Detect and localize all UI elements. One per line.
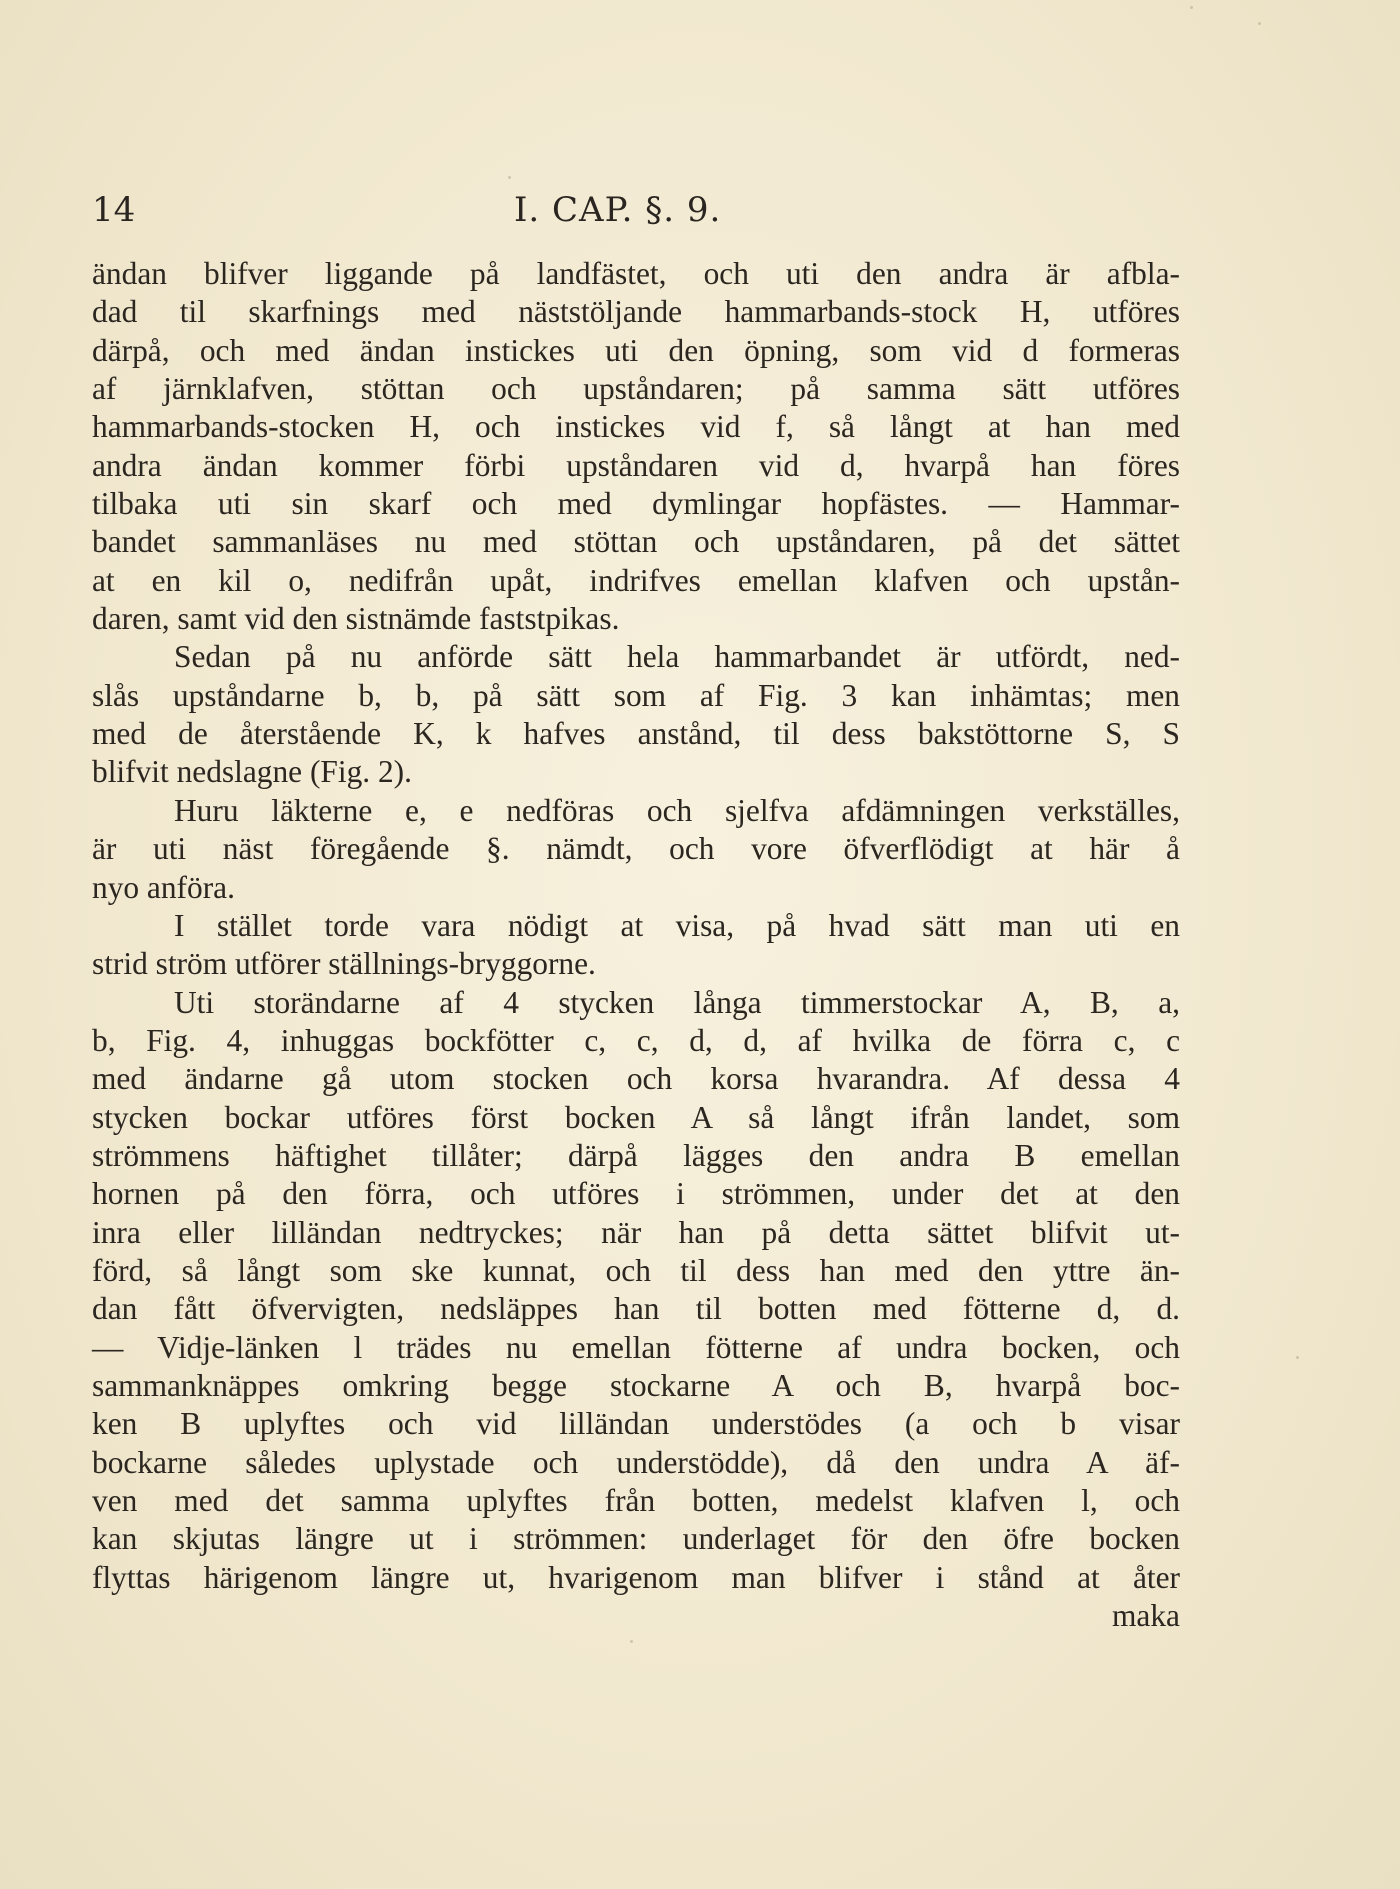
- text-line: Huru läkterne e, e nedföras och sjelfva afdämningen verkställes,: [174, 792, 1180, 828]
- text-line: stycken bockar utföres först bocken A så långt ifrån landet, som: [92, 1099, 1180, 1135]
- text-line: at en kil o, nedifrån upåt, indrifves emellan klafven och upstån-: [92, 562, 1180, 598]
- text-line: ken B uplyftes och vid lilländan understödes (a och b visar: [92, 1406, 1180, 1442]
- text-line: därpå, och med ändan instickes uti den öpning, som vid d formeras: [92, 332, 1180, 368]
- page-header: [92, 190, 1180, 240]
- text-line: nyo anföra.: [92, 869, 235, 905]
- page-number: 14: [92, 190, 136, 230]
- text-line: hornen på den förra, och utföres i strömmen, under det at den: [92, 1176, 1180, 1212]
- chapter-heading: I. CAP. §. 9.: [514, 190, 722, 230]
- text-line: ven med det samma uplyftes från botten, medelst klafven l, och: [92, 1483, 1180, 1518]
- text-line: I stället torde vara nödigt at visa, på hvad sätt man uti en: [174, 907, 1180, 943]
- text-line: daren, samt vid den sistnämde faststpikas.: [92, 601, 620, 637]
- text-line: med de återstående K, k hafves anstånd, til dess bakstöttorne S, S: [92, 716, 1180, 752]
- text-line: dan fått öfvervigten, nedsläppes han til botten med fötterne d, d.: [92, 1291, 1180, 1327]
- text-line: dad til skarfnings med näststöljande hammarbands-stock H, utföres: [92, 294, 1180, 330]
- paper-speck: [1296, 1356, 1299, 1359]
- text-line: — Vidje-länken l trädes nu emellan fötterne af undra bocken, och: [92, 1329, 1180, 1365]
- text-line: sammanknäppes omkring begge stockarne A och B, hvarpå boc-: [92, 1367, 1180, 1403]
- text-line: strömmens häftighet tillåter; därpå lägges den andra B emellan: [92, 1137, 1180, 1173]
- text-line: Sedan på nu anförde sätt hela hammarbandet är utfördt, ned-: [174, 639, 1180, 675]
- text-line: bandet sammanläses nu med stöttan och upståndaren, på det sättet: [92, 524, 1180, 560]
- text-line: b, Fig. 4, inhuggas bockfötter c, c, d, d, af hvilka de förra c, c: [92, 1022, 1180, 1058]
- body-text: [92, 255, 1180, 1635]
- text-line: ändan blifver liggande på landfästet, och uti den andra är afbla-: [92, 256, 1180, 291]
- paper-speck: [630, 1640, 633, 1643]
- text-line: hammarbands-stocken H, och instickes vid f, så långt at han med: [92, 409, 1180, 445]
- text-line: Uti storändarne af 4 stycken långa timmerstockar A, B, a,: [174, 984, 1180, 1020]
- text-line: med ändarne gå utom stocken och korsa hvarandra. Af dessa 4: [92, 1061, 1180, 1097]
- text-line: kan skjutas längre ut i strömmen: underlaget för den öfre bocken: [92, 1521, 1180, 1557]
- paper-speck: [508, 176, 511, 179]
- text-line: bockarne således uplystade och understödde), då den undra A äf-: [92, 1444, 1180, 1480]
- text-line: är uti näst föregående §. nämdt, och vore öfverflödigt at här å: [92, 831, 1180, 867]
- text-line: strid ström utförer ställnings-bryggorne.: [92, 946, 596, 982]
- text-line: andra ändan kommer förbi upståndaren vid d, hvarpå han föres: [92, 447, 1180, 483]
- text-line: af järnklafven, stöttan och upståndaren; på samma sätt utföres: [92, 371, 1180, 407]
- text-line: slås upståndarne b, b, på sätt som af Fig. 3 kan inhämtas; men: [92, 677, 1180, 713]
- text-line: förd, så långt som ske kunnat, och til dess han med den yttre än-: [92, 1252, 1180, 1288]
- paper-speck: [1190, 6, 1193, 9]
- text-line: tilbaka uti sin skarf och med dymlingar hopfästes. — Hammar-: [92, 486, 1180, 522]
- text-line: blifvit nedslagne (Fig. 2).: [92, 754, 412, 790]
- text-line: inra eller lilländan nedtryckes; när han på detta sättet blifvit ut-: [92, 1214, 1180, 1250]
- catchword: maka: [1112, 1598, 1180, 1634]
- paper-speck: [1258, 22, 1261, 25]
- text-line: flyttas härigenom längre ut, hvarigenom man blifver i stånd at åter: [92, 1559, 1180, 1595]
